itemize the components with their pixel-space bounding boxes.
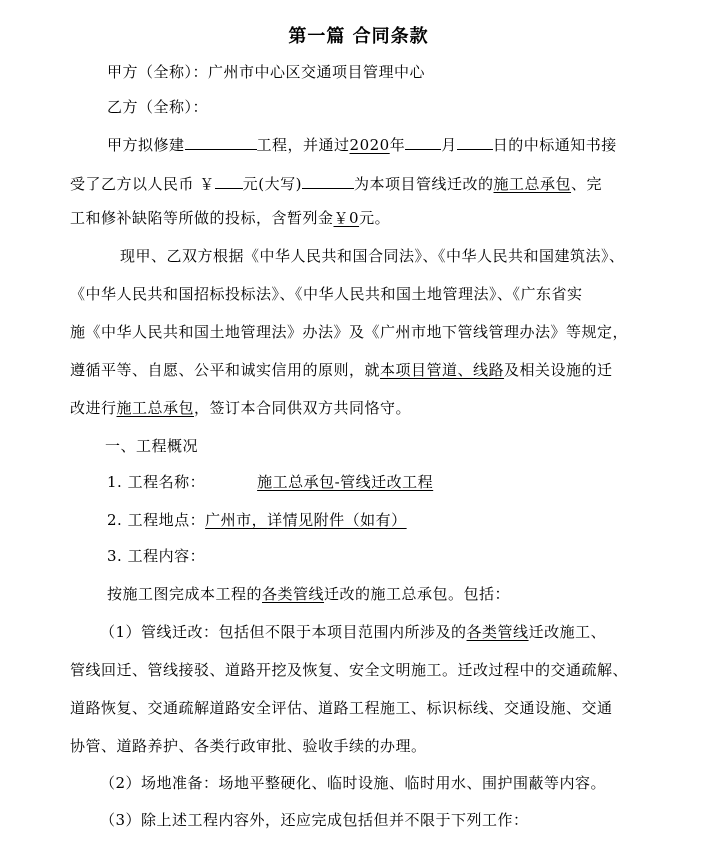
legal-line-4 <box>70 360 613 380</box>
legal-line-1: 现甲、乙双方根据《中华人民共和国合同法》、《中华人民共和国建筑法》、 <box>120 247 625 265</box>
pipeline-term: 各类管线 <box>262 585 325 603</box>
day-blank <box>457 134 493 150</box>
scope-line <box>107 584 510 604</box>
intro-line-3 <box>70 208 390 228</box>
project-name-item <box>107 472 433 492</box>
party-b-line: 乙方（全称）： <box>107 98 209 116</box>
legal-line-5 <box>70 398 411 418</box>
intro-text: 受了乙方以人民币 ￥ <box>70 175 215 193</box>
general-contract-term: 施工总承包 <box>116 399 195 417</box>
month-blank <box>405 134 441 150</box>
scope-text: 迁改的施工总承包。包括： <box>324 585 511 603</box>
project-location-item <box>107 510 407 530</box>
project-name-blank <box>185 134 257 150</box>
scope-text: 按施工图完成本工程的 <box>107 585 263 603</box>
provisional-sum-value: 0 <box>349 209 360 227</box>
intro-text: 元(大写) <box>242 175 302 193</box>
project-name-text: 施工总承包-管线迁改工程 <box>257 473 434 491</box>
sub2-line: （2）场地准备：场地平整硬化、临时设施、临时用水、围护围蔽等内容。 <box>100 774 607 792</box>
sub1-text: （1）管线迁改：包括但不限于本项目范围内所涉及的 <box>100 623 467 641</box>
provisional-sum-currency: ￥ <box>333 209 350 227</box>
item-label: 2. 工程地点： <box>107 511 206 529</box>
intro-text: 元。 <box>359 209 391 227</box>
legal-text: 遵循平等、自愿、公平和诚实信用的原则，就 <box>70 361 381 379</box>
intro-text: 日的中标通知书接 <box>492 136 617 154</box>
general-contract-term: 施工总承包 <box>493 175 572 193</box>
intro-text: 工和修补缺陷等所做的投标，含暂列金 <box>70 209 334 227</box>
project-location-detail: 详情见附件（如有） <box>267 511 407 529</box>
sub1-text: 迁改施工、 <box>528 623 607 641</box>
party-a-line: 甲方（全称）：广州市中心区交通项目管理中心 <box>107 63 426 81</box>
project-location-value: 广州市， <box>205 511 268 529</box>
project-content-item: 3. 工程内容： <box>107 547 206 565</box>
year-value: 2020 <box>349 136 390 154</box>
pipeline-term: 各类管线 <box>466 623 529 641</box>
section-heading: 一、工程概况 <box>105 437 199 455</box>
amount-blank <box>215 173 243 189</box>
scope-term: 本项目管道、线路 <box>380 361 505 379</box>
legal-text: 及相关设施的迁 <box>504 361 613 379</box>
intro-text: 工程，并通过 <box>256 136 350 154</box>
page-title: 第一篇 合同条款 <box>288 26 429 47</box>
sub3-line: （3）除上述工程内容外，还应完成包括但并不限于下列工作： <box>100 811 529 829</box>
amount-words-blank <box>302 173 354 189</box>
project-name-value <box>205 473 433 491</box>
intro-text: 、完 <box>571 175 603 193</box>
legal-line-3: 施《中华人民共和国土地管理法》办法》及《广州市地下管线管理办法》等规定， <box>70 323 629 341</box>
sub1-line-2: 管线回迁、管线接驳、道路开挖及恢复、安全文明施工。迁改过程中的交通疏解、 <box>70 661 629 679</box>
sub1-line-4: 协管、道路养护、各类行政审批、验收手续的办理。 <box>70 737 427 755</box>
legal-line-2: 《中华人民共和国招标投标法》、《中华人民共和国土地管理法》、《广东省实 <box>70 285 583 303</box>
sub1-line-1 <box>100 622 606 642</box>
item-label: 1. 工程名称： <box>107 473 206 491</box>
sub1-line-3: 道路恢复、交通疏解道路安全评估、道路工程施工、标识标线、交通设施、交通 <box>70 699 613 717</box>
intro-text: 为本项目管线迁改的 <box>354 175 494 193</box>
intro-line-2 <box>70 173 602 194</box>
intro-text: 年 <box>389 136 406 154</box>
legal-text: ，签订本合同供双方共同恪守。 <box>194 399 412 417</box>
intro-text: 月 <box>441 136 457 154</box>
intro-text: 甲方拟修建 <box>107 136 185 154</box>
intro-line-1 <box>107 134 617 155</box>
legal-text: 改进行 <box>70 399 117 417</box>
